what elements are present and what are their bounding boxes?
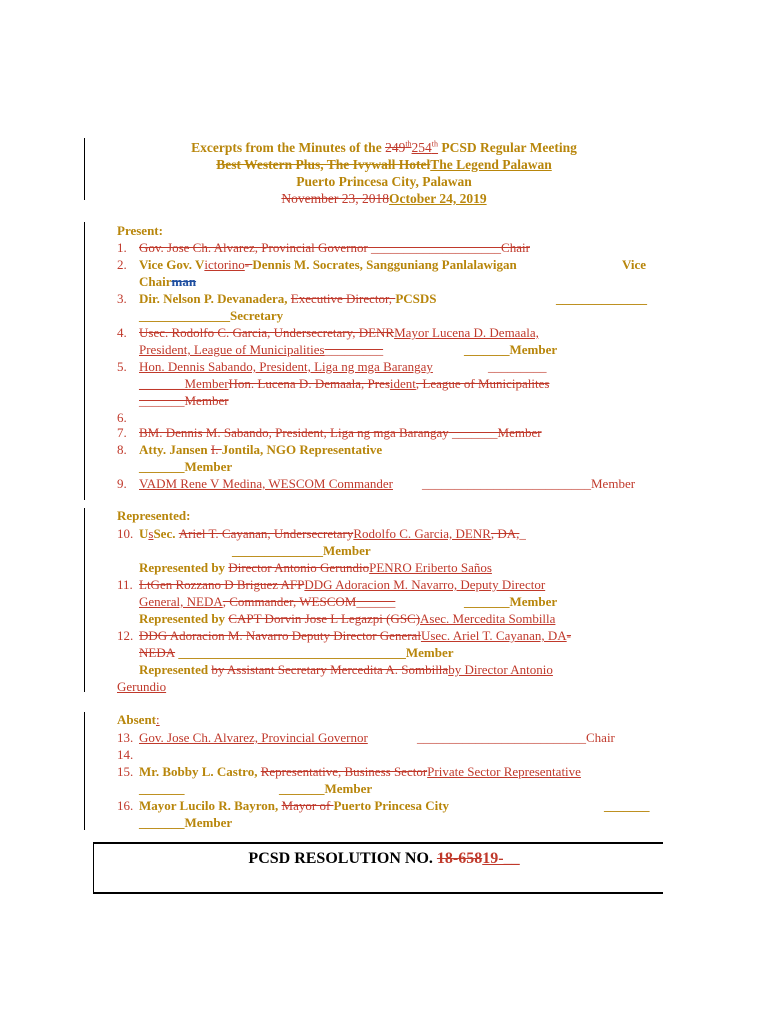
document-page: Excerpts from the Minutes of the 249th254th PCSD Regular Meeting Best Western Plus, The Ivywall HotelThe Legend Palawan Puerto Princesa City, Palawan November 23, 2018October 24, 2019 Present: 1. Gov. Jose Ch. Alvarez, Provincial Governor ____________________Chair 2. Vice Gov. Victorino- Dennis M. Socrates, Sangguniang Panlalawigan Vice Chairman 3. Dir. Nelson P. Devanadera, Executive Director, PCSDS ______________ ______________Secretary 4. Usec. Rodolfo C. Garcia, Undersecretary, DENRMayor Lucena D. Demaala, President, League of Municipalities_________ _______Member 5. Hon. Dennis Sabando, President, Liga ng mga Barangay _________ _______MemberHon. Lucena D. Demaala, President, League of Municipalites _______Member 6. 7. BM. Dennis M. Sabando, President, Liga ng mga Barangay _______Member 8. Atty. Jansen I. Jontila, NGO Representative _______Member 9. VADM Rene V Medina, WESCOM Commander __________________________Member Represented: 10. UsSec. Ariel T. Cayanan, UndersecretaryRodolfo C. Garcia, DENR, DA,_ ______________Member Represented by Director Antonio GerundioPENRO Eriberto Saños 11. LtGen Rozzano D Briguez AFPDDG Adoracion M. Navarro, Deputy Director General, NEDA, Commander, WESCOM______ _______Member Represented by CAPT Dorvin Jose L Legazpi (GSC)Asec. Mercedita Sombilla 12. DDG Adoracion M. Navarro Deputy Director GeneralUsec. Ariel T. Cayanan, DA- NEDA ___________________________________Member Represented by Assistant Secretary Mercedita A. Sombillaby Director Antonio Gerundio Absent: 13. Gov. Jose Ch. Alvarez, Provincial Governor __________________________Chair 14. 15. Mr. Bobby L. Castro, Representative, Business SectorPrivate Sector Representative _______ _______Member 16. Mayor Lucilo R. Bayron, Mayor of Puerto Princesa City _______ _______Member PCSD RESOLUTION NO. 18-65819-__ xyxy=(0,0,768,1024)
header-line-4: November 23, 2018October 24, 2019 xyxy=(281,191,487,206)
change-bar xyxy=(84,138,85,200)
change-bar xyxy=(84,712,85,830)
represented-heading: Represented: xyxy=(117,508,191,523)
header-line-1: Excerpts from the Minutes of the 249th254th PCSD Regular Meeting xyxy=(191,139,577,155)
header-line-2: Best Western Plus, The Ivywall HotelThe Legend Palawan xyxy=(216,157,552,172)
change-bar xyxy=(84,222,85,500)
present-heading: Present: xyxy=(117,223,163,238)
resolution-number: PCSD RESOLUTION NO. 18-65819-__ xyxy=(248,850,520,867)
absent-heading: Absent: xyxy=(117,712,160,727)
change-bar xyxy=(84,508,85,692)
header-line-3: Puerto Princesa City, Palawan xyxy=(296,174,472,189)
divider xyxy=(93,842,663,844)
divider xyxy=(93,892,663,894)
